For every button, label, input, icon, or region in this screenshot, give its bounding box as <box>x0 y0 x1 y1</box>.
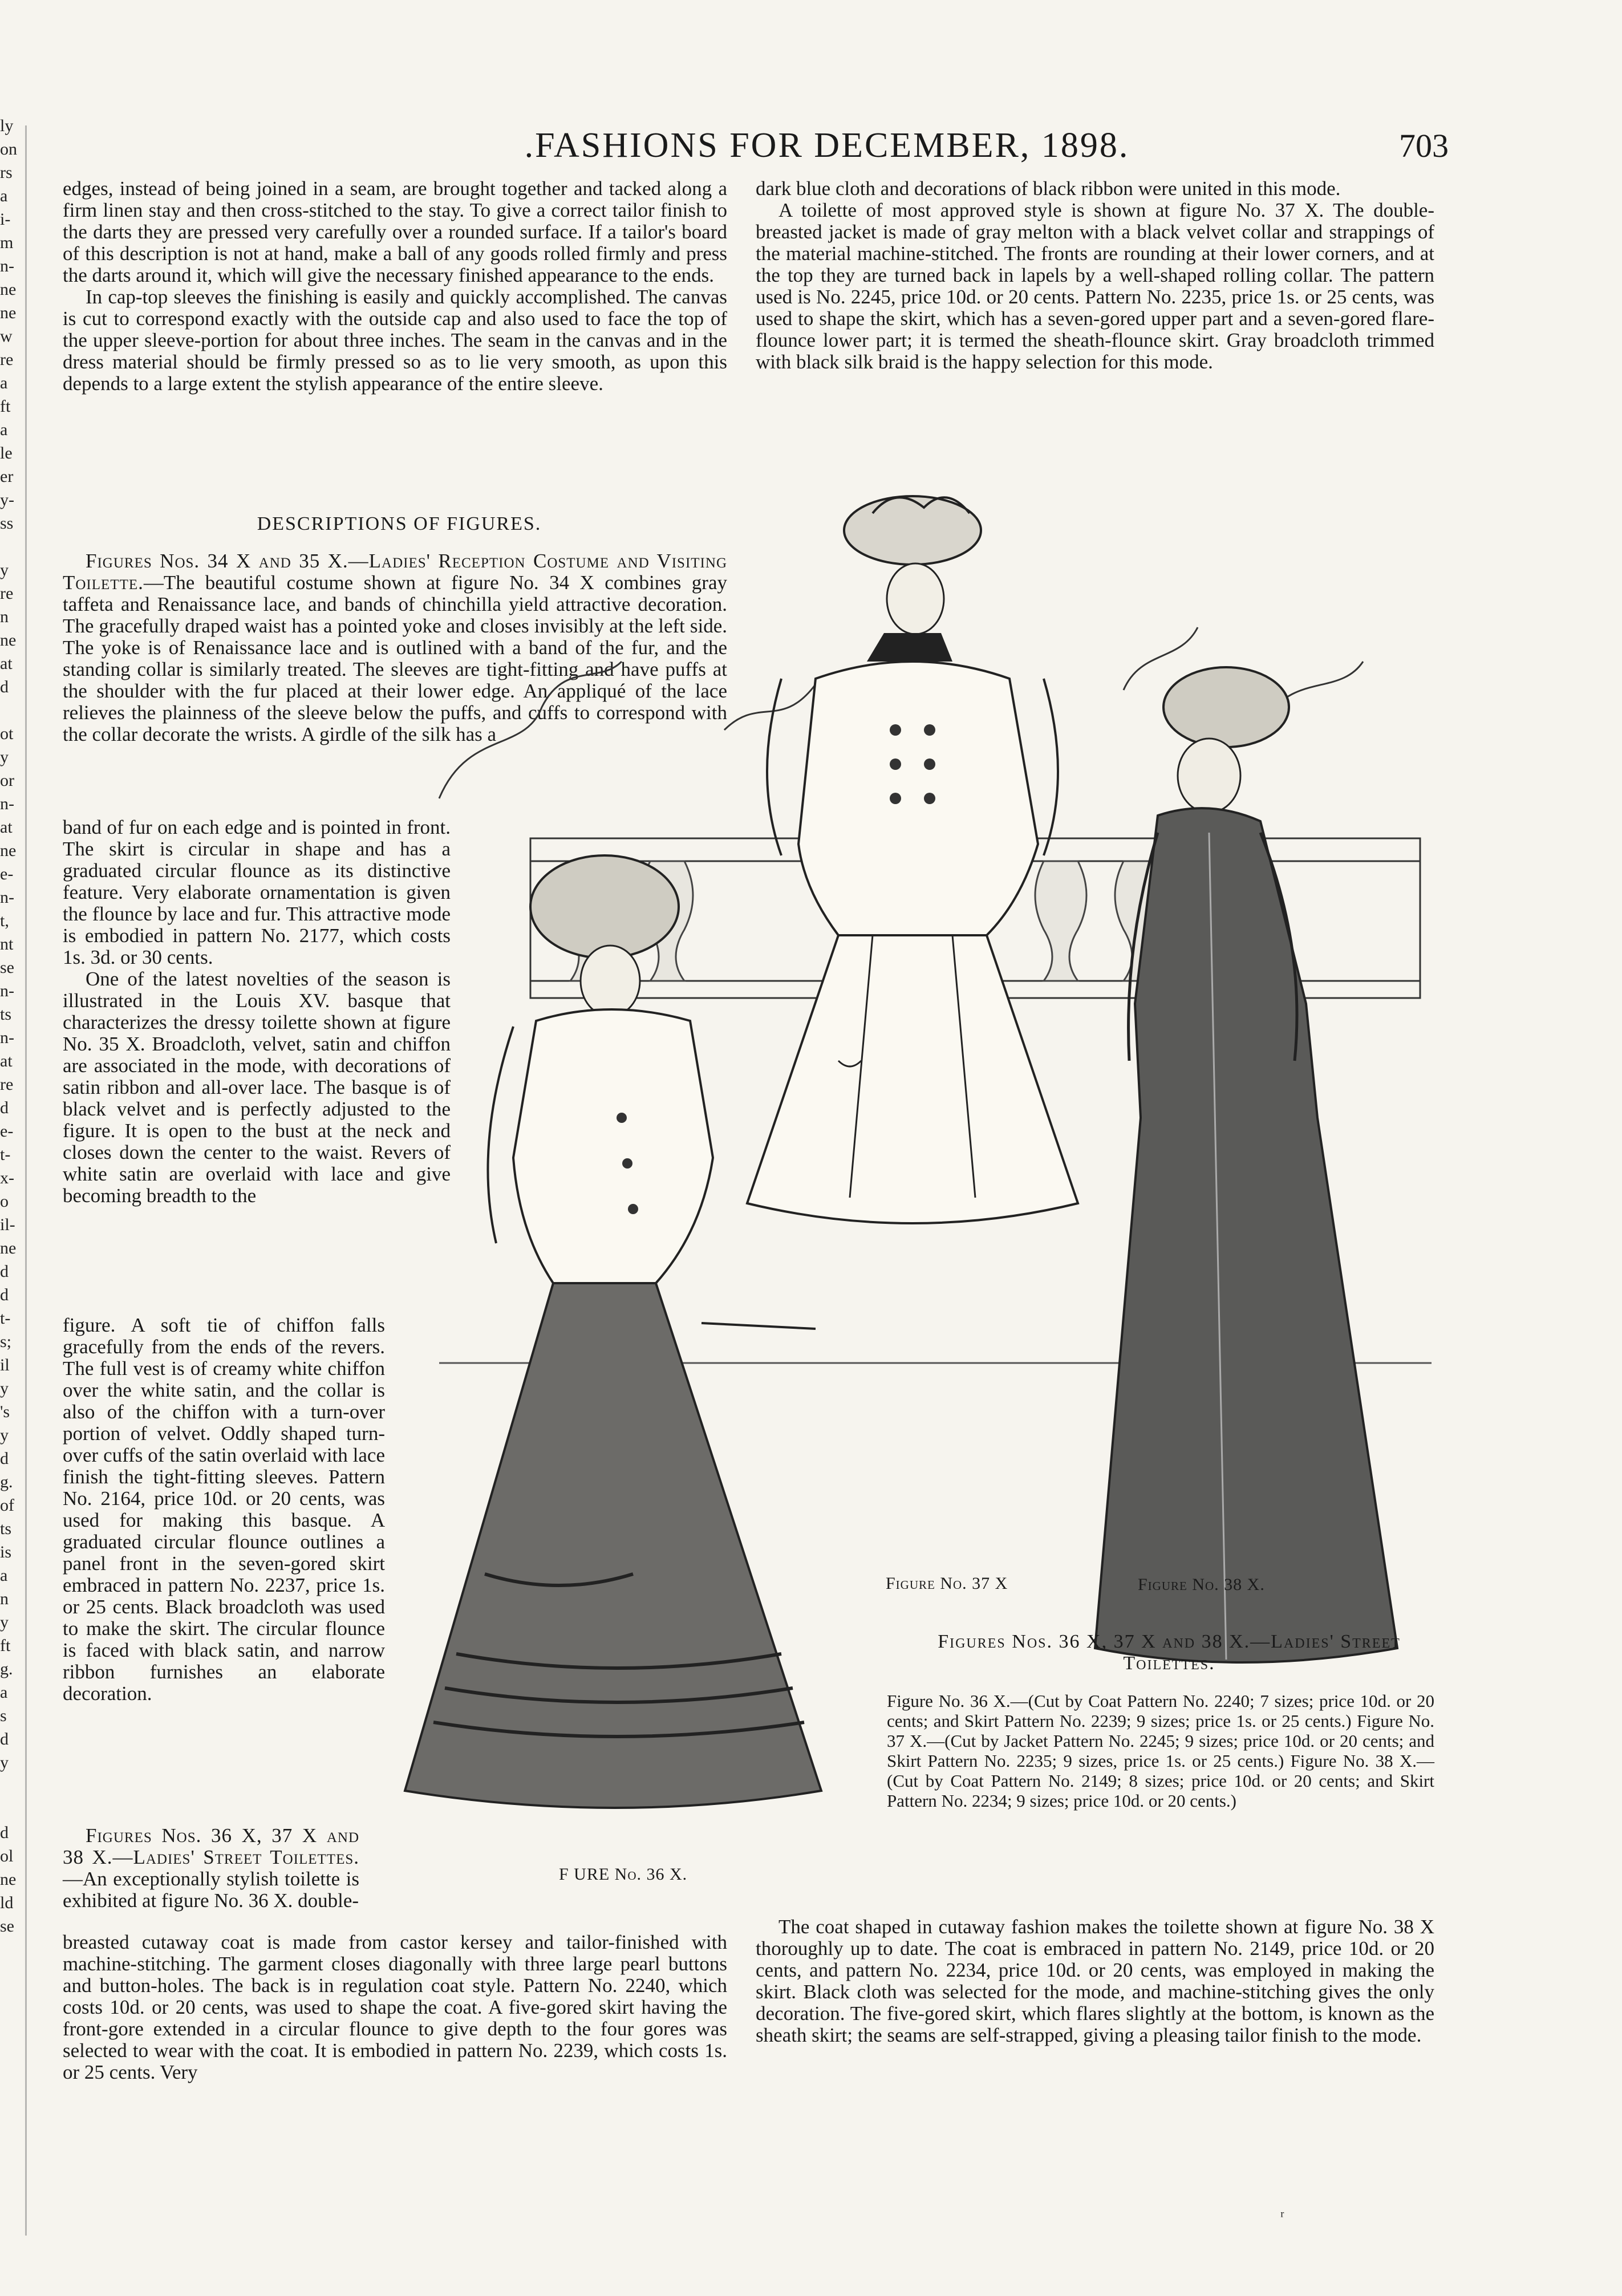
margin-fragment: ts <box>0 1519 12 1538</box>
margin-fragment: y <box>0 1753 9 1772</box>
margin-fragment: ld <box>0 1893 14 1912</box>
figure-37-drawing <box>747 496 1078 1223</box>
right-column-top <box>756 178 1434 373</box>
margin-fragment: rs <box>0 163 13 182</box>
margin-fragment: a <box>0 420 8 439</box>
margin-fragment: w <box>0 327 13 346</box>
margin-fragment: d <box>0 1823 9 1842</box>
facing-page-margin-text <box>0 114 23 2110</box>
margin-fragment: d <box>0 1730 9 1749</box>
paragraph: One of the latest novelties of the season is illustrated in the Louis XV. basque that characterizes the dressy toilette shown at figure No. 35 X. Broadcloth, velvet, satin and chiffon are associated in the mode, with decorations of satin ribbon and all-over lace. The basque is of black velvet and is perfectly adjusted to the figure. It is open to the bust at the neck and closes down the center to the waist. Revers of white satin are overlaid with lace and give becoming breadth to the <box>63 968 451 1207</box>
margin-fragment: g. <box>0 1472 13 1491</box>
paragraph: band of fur on each edge and is pointed in front. The skirt is circular in shape and has a graduated circular flounce as its distinctive feature. Very elaborate ornamentation is given the flounce by lace and fur. This attractive mode is embodied in pattern No. 2177, which costs 1s. 3d. or 30 cents. <box>63 816 451 968</box>
margin-fragment: t- <box>0 1309 11 1328</box>
margin-fragment: o <box>0 1192 9 1211</box>
margin-fragment: n <box>0 607 9 626</box>
paragraph: A toilette of most approved style is shown at figure No. 37 X. The double-breasted jacket is made of gray melton with a black velvet collar and strappings of the material machine-stitched. The fronts are rounding at their lower corners, and at the top they are turned back in lapels by a well-shaped rolling collar. The pattern used is No. 2245, price 10d. or 20 cents. Pattern No. 2235, price 1s. or 25 cents, was used to shape the skirt, which has a seven-gored upper part and a seven-gored flare-flounce lower part; it is termed the sheath-flounce skirt. Gray broadcloth trimmed with black silk braid is the happy selection for this mode. <box>756 199 1434 373</box>
margin-fragment: s <box>0 1706 7 1725</box>
margin-fragment: er <box>0 467 14 486</box>
margin-fragment: y <box>0 1379 9 1398</box>
margin-fragment: e- <box>0 865 14 883</box>
margin-fragment: or <box>0 771 14 790</box>
page-mark: ʳ <box>1280 2207 1284 2226</box>
margin-fragment: nt <box>0 935 14 954</box>
margin-fragment: n- <box>0 981 14 1000</box>
margin-fragment: d <box>0 1262 9 1281</box>
page-title: .FASHIONS FOR DECEMBER, 1898. <box>524 126 1130 165</box>
margin-fragment: a <box>0 1683 8 1702</box>
margin-fragment: a <box>0 374 8 392</box>
margin-fragment: n- <box>0 1028 14 1047</box>
margin-fragment: y- <box>0 490 14 509</box>
paragraph: figure. A soft tie of chiffon falls gracefully from the ends of the revers. The full vest is of creamy white chiffon over the white satin, and the collar is also of the chiffon with a turn-over portion of velvet. Oddly shaped turn-over cuffs of the satin overlaid with lace finish the tight-fitting sleeves. Pattern No. 2164, price 10d. or 20 cents, was used for making this basque. A graduated circular flounce outlines a panel front in the seven-gored skirt embraced in pattern No. 2237, price 1s. or 25 cents. Black broadcloth was used to make the skirt. The circular flounce is faced with black satin, and narrow ribbon furnishes an elaborate decoration. <box>63 1314 385 1705</box>
margin-fragment: 's <box>0 1402 10 1421</box>
margin-fragment <box>0 535 23 558</box>
margin-fragment: on <box>0 140 17 159</box>
figure-38-drawing <box>1095 667 1397 1662</box>
margin-fragment: at <box>0 1052 13 1070</box>
margin-fragment: il- <box>0 1215 15 1234</box>
left-column-top <box>63 178 727 395</box>
paragraph: dark blue cloth and decorations of black ribbon were united in this mode. <box>756 177 1341 200</box>
margin-fragment: e- <box>0 1122 14 1141</box>
margin-fragment: ne <box>0 1870 17 1889</box>
margin-fragment: re <box>0 350 14 369</box>
margin-fragment: ly <box>0 116 14 135</box>
right-column-bottom <box>756 1916 1434 2046</box>
margin-fragment: ne <box>0 303 17 322</box>
margin-fragment: s; <box>0 1332 12 1351</box>
fig36-wide <box>63 1932 727 2083</box>
page-number: 703 <box>1399 127 1449 164</box>
margin-fragment: d <box>0 1285 9 1304</box>
margin-fragment: y <box>0 1426 9 1445</box>
paragraph: In cap-top sleeves the finishing is easily and quickly accomplished. The canvas is cut to correspond exactly with the outside cap and also used to face the top of the upper sleeve-portion for about three inches. The seam in the canvas and in the dress material should be firmly pressed so as to lie very smooth, as upon this depends to a large extent the stylish appearance of the entire sleeve. <box>63 286 727 395</box>
paragraph: breasted cutaway coat is made from castor kersey and tailor-finished with machine-stitching. The garment closes diagonally with three large pearl buttons and button-holes. The back is in regulation coat style. Pattern No. 2240, which costs 10d. or 20 cents, was used to shape the coat. A five-gored skirt having the front-gore extended in a circular flounce to give depth to the four gores was selected to wear with the coat. It is embodied in pattern No. 2239, which costs 1s. or 25 cents. Very <box>63 1931 727 2083</box>
margin-fragment <box>0 1774 23 1798</box>
caption-figure-36: F URE No. 36 X. <box>559 1865 688 1884</box>
figures-title: Figures Nos. 36 X, 37 X and 38 X.—Ladies' Street Toilettes. <box>938 1631 1401 1674</box>
margin-fragment: ol <box>0 1847 14 1865</box>
margin-fragment: y <box>0 748 9 766</box>
margin-fragment: t, <box>0 911 9 930</box>
margin-fragment: n <box>0 1589 9 1608</box>
fig34-text: —The beautiful costume shown at figure No. 34 X combines gray taffeta and Renaissance lace, and bands of chinchilla yield attractive decoration. The gracefully draped waist has a pointed yoke and closes invisibly at the left side. The yoke is of Renaissance lace and is outlined with a band of the fur, and the standing collar is similarly treated. The sleeves are tight-fitting and have puffs at the shoulder with the fur placed at their lower edge. An appliqué of the lace relieves the plainness of the sleeve below the puffs, and cuffs to correspond with the collar decorate the wrists. A girdle of the silk has a <box>63 571 727 745</box>
fig34-lead: Figures Nos. 34 X and 35 X.—Ladies' Reception Costume and Visiting Toilette. <box>63 550 727 594</box>
fig36-text: —An exceptionally stylish toilette is exhibited at figure No. 36 X. double- <box>63 1868 359 1912</box>
paragraph: The coat shaped in cutaway fashion makes the toilette shown at figure No. 38 X thoroughly up to date. The coat is embraced in pattern No. 2149, price 10d. or 20 cents, and pattern No. 2234, price 10d. or 20 cents, was employed in making the skirt. Black cloth was selected for the mode, and machine-stitching gives the only decoration. The five-gored skirt, which flares slightly at the bottom, is known as the sheath skirt; the seams are self-strapped, giving a pleasing tailor finish to the mode. <box>756 1916 1434 2046</box>
margin-fragment: is <box>0 1543 12 1561</box>
margin-fragment: y <box>0 561 9 579</box>
margin-fragment: ft <box>0 1636 11 1655</box>
margin-fragment: ot <box>0 724 14 743</box>
section-heading: DESCRIPTIONS OF FIGURES. <box>257 513 542 534</box>
margin-fragment: ne <box>0 1239 17 1257</box>
margin-fragment: il <box>0 1356 10 1374</box>
margin-fragment: a <box>0 186 8 205</box>
margin-fragment: of <box>0 1496 14 1515</box>
margin-fragment: re <box>0 584 14 603</box>
fig36-lead: Figures Nos. 36 X, 37 X and 38 X.—Ladies' Street Toilettes. <box>63 1824 359 1868</box>
margin-fragment: m <box>0 233 14 252</box>
figures-pattern-block: Figure No. 36 X.—(Cut by Coat Pattern No. 2240; 7 sizes; price 10d. or 20 cents; and Skirt Pattern No. 2239; 9 sizes; price 1s. or 25 cents.) Figure No. 37 X.—(Cut by Jacket Pattern No. 2245; 9 sizes; price 10d. or 20 cents; and Skirt Pattern No. 2235; 9 sizes, price 1s. or 25 cents.) Figure No. 38 X.—(Cut by Coat Pattern No. 2149; 8 sizes; price 10d. or 20 cents; and Skirt Pattern No. 2234; 9 sizes; price 10d. or 20 cents.) <box>887 1691 1434 1811</box>
margin-fragment: at <box>0 818 13 837</box>
margin-fragment: re <box>0 1075 14 1094</box>
margin-fragment: ne <box>0 841 17 860</box>
paragraph: edges, instead of being joined in a seam, are brought together and tacked along a firm linen stay and then cross-stitched to the stay. To give a correct tailor finish to the darts they are pressed very carefully over a rounded surface. If a tailor's board of this description is not at hand, make a ball of any goods rolled firmly and press the darts around it, which will give the necessary finished appearance to the ends. <box>63 177 727 286</box>
margin-fragment: a <box>0 1566 8 1585</box>
margin-fragment: ss <box>0 514 14 533</box>
margin-fragment: n- <box>0 794 14 813</box>
margin-fragment: d <box>0 1449 9 1468</box>
margin-fragment: at <box>0 654 13 673</box>
margin-fragment: ne <box>0 280 17 299</box>
margin-fragment <box>0 699 23 722</box>
binding-edge <box>25 125 27 2236</box>
margin-fragment: i- <box>0 210 11 229</box>
margin-fragment: se <box>0 958 14 977</box>
fig36-narrow <box>63 1825 359 1912</box>
caption-figure-38: Figure No. 38 X. <box>1138 1575 1265 1594</box>
margin-fragment: ft <box>0 397 11 416</box>
margin-fragment: g. <box>0 1660 13 1678</box>
margin-fragment: ne <box>0 631 17 650</box>
margin-fragment: x- <box>0 1169 14 1187</box>
margin-fragment: le <box>0 444 13 463</box>
margin-fragment <box>0 1798 23 1821</box>
margin-fragment: ts <box>0 1005 12 1024</box>
margin-fragment: n- <box>0 888 14 907</box>
margin-fragment: se <box>0 1917 14 1936</box>
margin-fragment: d <box>0 678 9 696</box>
margin-fragment: n- <box>0 257 14 275</box>
caption-figure-37: Figure No. 37 X <box>886 1574 1008 1593</box>
fig35-continued <box>63 1315 385 1705</box>
margin-fragment: t- <box>0 1145 11 1164</box>
margin-fragment: d <box>0 1098 9 1117</box>
margin-fragment: y <box>0 1613 9 1632</box>
